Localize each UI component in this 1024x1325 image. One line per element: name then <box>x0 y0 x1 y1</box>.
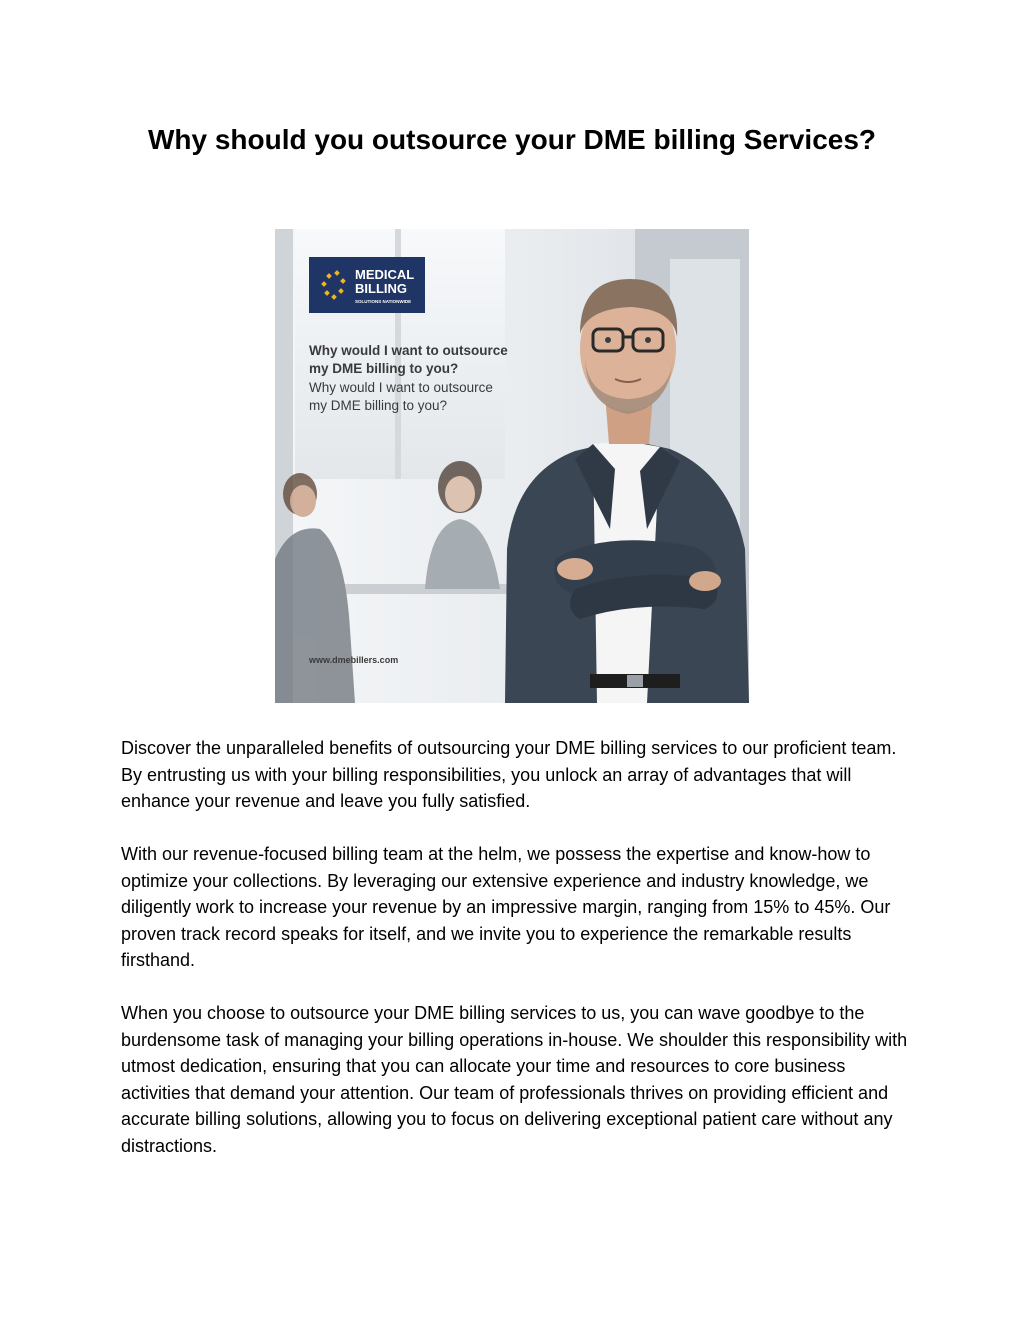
article-body <box>121 735 911 1186</box>
logo-tagline: SOLUTIONS NATIONWIDE <box>355 299 412 304</box>
promo-illustration <box>275 229 749 703</box>
page-title: Why should you outsource your DME billing Services? <box>147 124 877 155</box>
image-website: www.dmebillers.com <box>309 655 399 665</box>
hand <box>557 558 593 580</box>
logo-line1: MEDICAL <box>355 267 415 282</box>
image-headline-line2: my DME billing to you? <box>309 361 459 376</box>
paragraph-1: Discover the unparalleled benefits of outsourcing your DME billing services to our proficient team. By entrusting us with your billing responsibilities, you unlock an array of advantages that will enhance your revenue and leave you fully satisfied. <box>121 738 897 811</box>
image-subline-line1: Why would I want to outsource <box>309 380 493 395</box>
promo-image <box>275 229 749 703</box>
paragraph-2: With our revenue-focused billing team at the helm, we possess the expertise and know-how to optimize your collections. By leveraging our extensive experience and industry knowledge, we diligently work to increase your revenue by an impressive margin, ranging from 15% to 45%. Our proven track record speaks for itself, and we invite you to experience the remarkable results firsthand. <box>121 844 891 970</box>
image-headline-line1: Why would I want to outsource <box>309 343 508 358</box>
image-subline-line2: my DME billing to you? <box>309 398 448 413</box>
logo-line2: BILLING <box>355 281 407 296</box>
medical-billing-logo <box>309 257 425 313</box>
paragraph-3: When you choose to outsource your DME billing services to us, you can wave goodbye to the burdensome task of managing your billing operations in-house. We shoulder this responsibility with utmost dedication, ensuring that you can allocate your time and resources to core business activities that demand your attention. Our team of professionals thrives on providing efficient and accurate billing solutions, allowing you to focus on delivering exceptional patient care without any distractions. <box>121 1003 908 1156</box>
